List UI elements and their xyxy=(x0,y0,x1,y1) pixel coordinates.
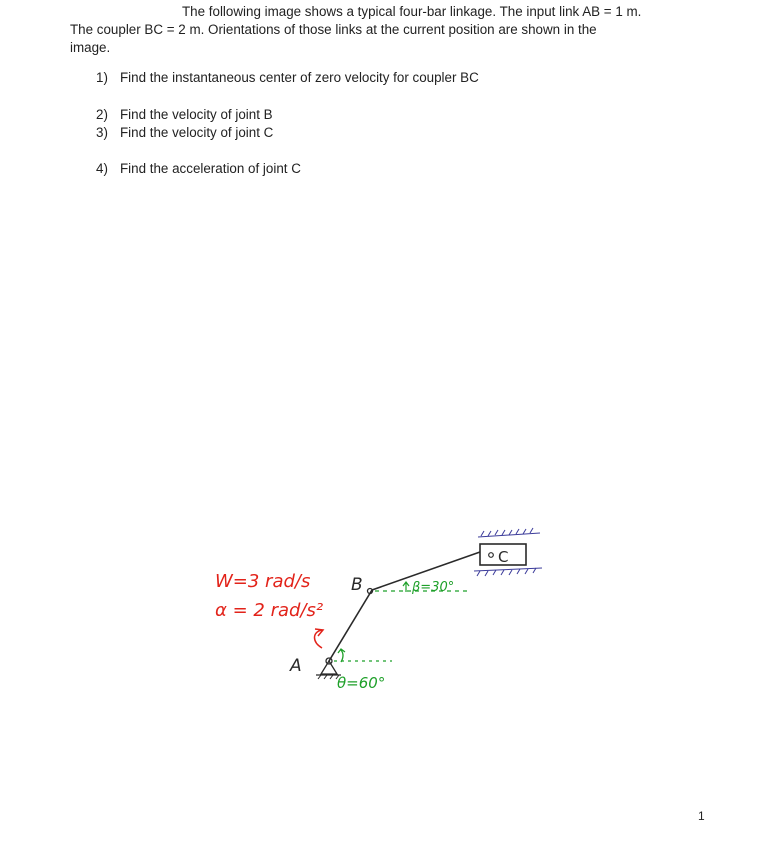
input-link-ab xyxy=(329,590,372,661)
question-number: 2) xyxy=(96,107,108,122)
page-number: 1 xyxy=(698,809,705,823)
alpha-label: α = 2 rad/s² xyxy=(215,600,324,621)
joint-a-label: A xyxy=(290,656,302,676)
question-text: Find the velocity of joint C xyxy=(120,125,274,140)
top-ground-hatch xyxy=(478,528,540,537)
question-number: 3) xyxy=(96,125,108,140)
theta-arrow-icon xyxy=(338,649,345,662)
joint-c-pin xyxy=(489,553,494,558)
question-number: 1) xyxy=(96,70,108,85)
joint-b-label: B xyxy=(351,575,363,595)
problem-line-1: The following image shows a typical four-bar linkage. The input link AB = 1 m. xyxy=(182,4,642,19)
theta-label: θ=60° xyxy=(337,674,386,692)
bottom-ground-hatch xyxy=(474,568,542,576)
question-number: 4) xyxy=(96,161,108,176)
question-text: Find the instantaneous center of zero velocity for coupler BC xyxy=(120,70,479,85)
omega-label: W=3 rad/s xyxy=(215,571,311,592)
joint-c-label: C xyxy=(498,548,509,566)
question-text: Find the velocity of joint B xyxy=(120,107,273,122)
question-text: Find the acceleration of joint C xyxy=(120,161,301,176)
beta-label: β=30° xyxy=(412,580,455,595)
problem-line-3: image. xyxy=(70,40,111,55)
problem-line-2: The coupler BC = 2 m. Orientations of those links at the current position are shown in the xyxy=(70,22,597,37)
rotation-arrow-icon xyxy=(315,629,324,648)
